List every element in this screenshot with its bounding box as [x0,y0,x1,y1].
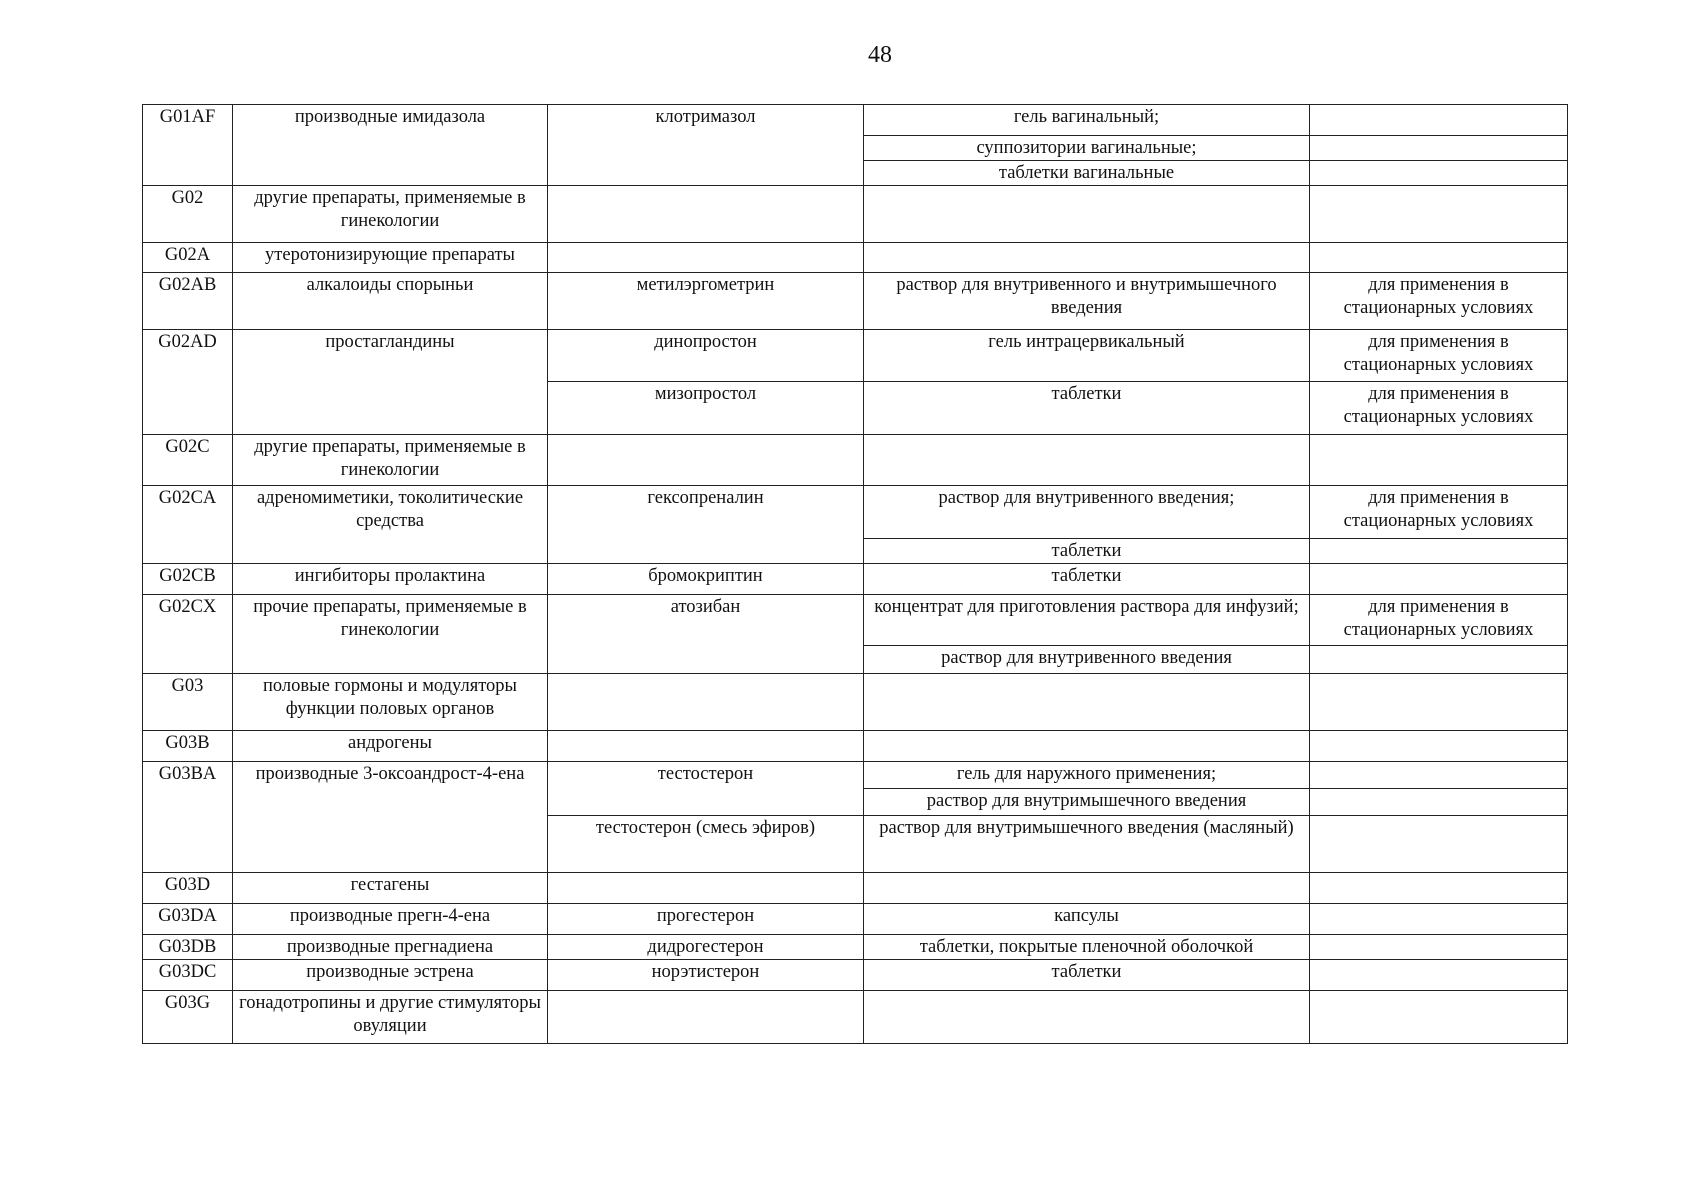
form-cell: таблетки вагинальные [864,161,1310,186]
form-cell [864,435,1310,486]
group-cell: половые гормоны и модуляторы функции половых органов [233,674,548,731]
drug-cell: метилэргометрин [548,273,864,330]
drug-cell: мизопростол [548,382,864,435]
drug-cell [548,243,864,273]
form-cell: раствор для внутримышечного введения [864,789,1310,816]
atc-code-cell: G03B [143,731,233,762]
group-cell: производные прегнадиена [233,935,548,960]
table-row [143,595,1568,646]
atc-code-cell: G03 [143,674,233,731]
group-cell: утеротонизирующие препараты [233,243,548,273]
table-row [143,105,1568,136]
form-cell: таблетки [864,539,1310,564]
group-cell: другие препараты, применяемые в гинекологии [233,435,548,486]
drug-cell [548,186,864,243]
atc-code-cell: G03DA [143,904,233,935]
form-cell [864,674,1310,731]
form-cell [864,731,1310,762]
table-row [143,762,1568,789]
form-cell: раствор для внутривенного введения [864,646,1310,674]
group-cell: производные эстрена [233,960,548,991]
form-cell: гель интрацервикальный [864,330,1310,382]
drug-cell: гексопреналин [548,486,864,564]
atc-code-cell: G03DB [143,935,233,960]
note-cell: для применения в стационарных условиях [1310,330,1568,382]
form-cell: концентрат для приготовления раствора для инфузий; [864,595,1310,646]
form-cell [864,186,1310,243]
form-cell: таблетки [864,382,1310,435]
note-cell: для применения в стационарных условиях [1310,382,1568,435]
note-cell [1310,136,1568,161]
form-cell: гель для наружного применения; [864,762,1310,789]
atc-code-cell: G02CA [143,486,233,564]
drug-cell: клотримазол [548,105,864,186]
group-cell: другие препараты, применяемые в гинекологии [233,186,548,243]
form-cell: таблетки [864,564,1310,595]
form-cell: раствор для внутривенного и внутримышечного введения [864,273,1310,330]
form-cell: раствор для внутривенного введения; [864,486,1310,539]
atc-code-cell: G01AF [143,105,233,186]
table-row [143,991,1568,1044]
drug-cell: атозибан [548,595,864,674]
drug-cell: тестостерон (смесь эфиров) [548,816,864,873]
note-cell [1310,873,1568,904]
group-cell: производные имидазола [233,105,548,186]
atc-code-cell: G02CX [143,595,233,674]
table-row [143,935,1568,960]
note-cell [1310,539,1568,564]
table-row [143,904,1568,935]
form-cell: таблетки, покрытые пленочной оболочкой [864,935,1310,960]
group-cell: прочие препараты, применяемые в гинекологии [233,595,548,674]
group-cell: гестагены [233,873,548,904]
group-cell: ингибиторы пролактина [233,564,548,595]
drug-cell: динопростон [548,330,864,382]
table-row [143,960,1568,991]
note-cell [1310,960,1568,991]
note-cell [1310,161,1568,186]
note-cell [1310,762,1568,789]
group-cell: адреномиметики, токолитические средства [233,486,548,564]
note-cell [1310,731,1568,762]
form-cell: раствор для внутримышечного введения (масляный) [864,816,1310,873]
note-cell [1310,186,1568,243]
atc-code-cell: G02AD [143,330,233,435]
note-cell [1310,904,1568,935]
table-row [143,435,1568,486]
group-cell: простагландины [233,330,548,435]
table-row [143,873,1568,904]
atc-code-cell: G03DC [143,960,233,991]
note-cell [1310,816,1568,873]
form-cell [864,873,1310,904]
note-cell: для применения в стационарных условиях [1310,273,1568,330]
group-cell: гонадотропины и другие стимуляторы овуляции [233,991,548,1044]
table-row [143,564,1568,595]
form-cell [864,991,1310,1044]
note-cell [1310,674,1568,731]
drug-cell: тестостерон [548,762,864,816]
note-cell [1310,435,1568,486]
form-cell [864,243,1310,273]
table-row [143,243,1568,273]
atc-code-cell: G03G [143,991,233,1044]
table-row [143,731,1568,762]
drug-cell [548,674,864,731]
note-cell [1310,789,1568,816]
atc-code-cell: G03BA [143,762,233,873]
drug-cell: дидрогестерон [548,935,864,960]
drug-cell [548,435,864,486]
table-row [143,273,1568,330]
atc-code-cell: G02CB [143,564,233,595]
group-cell: производные прегн-4-ена [233,904,548,935]
table-row [143,330,1568,382]
note-cell: для применения в стационарных условиях [1310,595,1568,646]
table-row [143,186,1568,243]
group-cell: андрогены [233,731,548,762]
note-cell [1310,243,1568,273]
table-row [143,674,1568,731]
page-number: 48 [868,42,892,68]
drug-cell [548,731,864,762]
form-cell: капсулы [864,904,1310,935]
form-cell: таблетки [864,960,1310,991]
atc-code-cell: G02A [143,243,233,273]
drug-table [142,104,1568,1044]
form-cell: суппозитории вагинальные; [864,136,1310,161]
note-cell [1310,935,1568,960]
note-cell: для применения в стационарных условиях [1310,486,1568,539]
note-cell [1310,646,1568,674]
atc-code-cell: G02AB [143,273,233,330]
atc-code-cell: G02 [143,186,233,243]
group-cell: производные 3-оксоандрост-4-ена [233,762,548,873]
note-cell [1310,105,1568,136]
drug-cell: бромокриптин [548,564,864,595]
group-cell: алкалоиды спорыньи [233,273,548,330]
table-row [143,486,1568,539]
drug-cell [548,873,864,904]
note-cell [1310,991,1568,1044]
drug-cell: норэтистерон [548,960,864,991]
atc-code-cell: G02C [143,435,233,486]
note-cell [1310,564,1568,595]
drug-cell [548,991,864,1044]
atc-code-cell: G03D [143,873,233,904]
form-cell: гель вагинальный; [864,105,1310,136]
drug-cell: прогестерон [548,904,864,935]
